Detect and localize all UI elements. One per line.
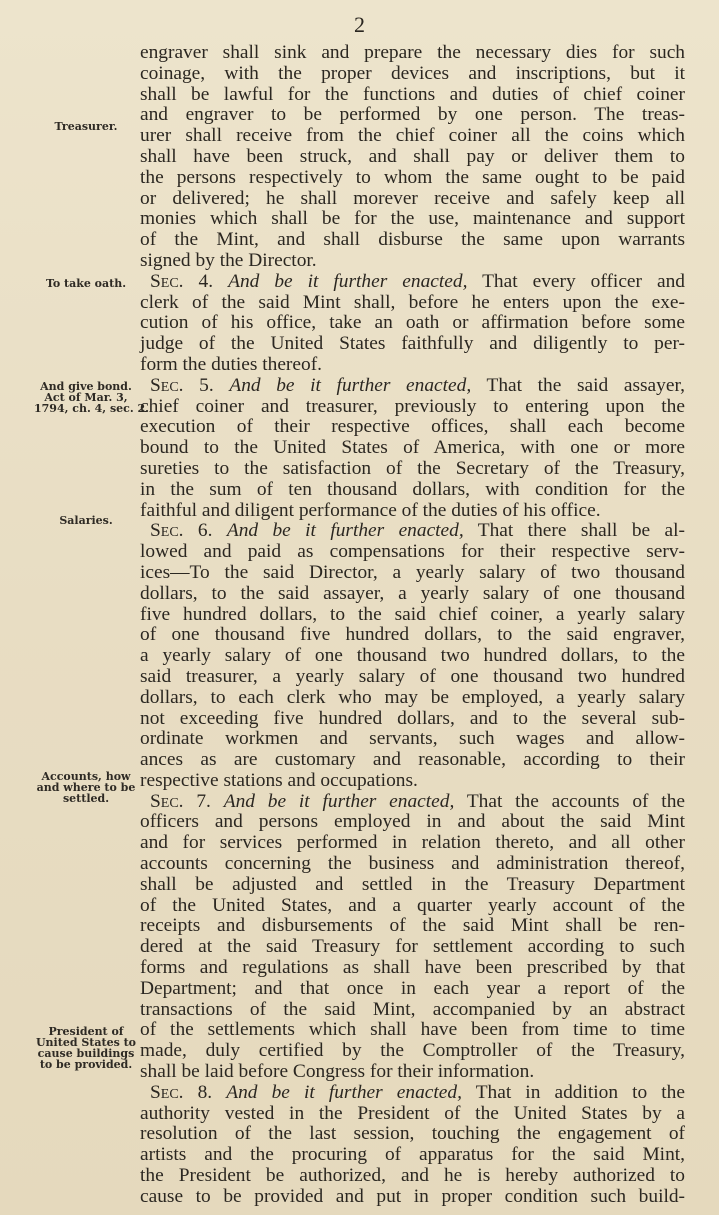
text-line: Department; and that once in each year a report of the xyxy=(140,977,685,999)
margin-note-line: President of xyxy=(48,1025,124,1038)
section-text: That there shall be al- xyxy=(477,520,685,542)
margin-note-line: cause buildings xyxy=(37,1047,135,1060)
section-5-heading xyxy=(140,376,685,397)
section-8-heading xyxy=(140,1083,685,1104)
statute-body-text xyxy=(140,43,685,1208)
margin-note-president xyxy=(34,1026,138,1070)
text-line: receipts and disbursements of the said Mint shall be ren- xyxy=(140,915,685,937)
margin-note-line: Act of Mar. 3, xyxy=(44,391,128,404)
margin-note-line: And give bond. xyxy=(40,380,132,393)
section-label: Sec. 8. xyxy=(150,1081,213,1103)
text-line: five hundred dollars, to the said chief coiner, a yearly salary xyxy=(140,603,685,625)
margin-note-line: to be provided. xyxy=(39,1058,133,1071)
text-line: and engraver to be performed by one person. The treas- xyxy=(140,104,685,126)
text-line: ances as are customary and reasonable, according to their xyxy=(140,749,685,771)
text-line: of one thousand five hundred dollars, to the said engraver, xyxy=(140,624,685,646)
enacting-clause: And be it further enacted, xyxy=(226,1081,462,1103)
text-line: in the sum of ten thousand dollars, with condition for the xyxy=(140,478,685,500)
section-label: Sec. 4. xyxy=(150,270,214,292)
text-line: made, duly certified by the Comptroller of the Treasury, xyxy=(140,1040,685,1062)
enacting-clause: And be it further enacted, xyxy=(228,270,468,292)
section-label: Sec. 7. xyxy=(150,790,211,812)
text-line: shall have been struck, and shall pay or deliver them to xyxy=(140,145,685,167)
section-text: That every officer and xyxy=(482,270,685,292)
section-7-heading xyxy=(140,792,685,813)
text-line: ordinate workmen and servants, such wages and allow- xyxy=(140,728,685,750)
margin-note-line: Treasurer. xyxy=(54,120,118,133)
margin-note-line: Salaries. xyxy=(59,514,113,527)
text-line: and for services performed in relation thereto, and all other xyxy=(140,832,685,854)
text-line: of the settlements which shall have been from time to time xyxy=(140,1019,685,1041)
text-line: cution of his office, take an oath or affirmation before some xyxy=(140,312,685,334)
text-line: officers and persons employed in and about the said Mint xyxy=(140,811,685,833)
margin-note-line: Accounts, how xyxy=(41,770,131,783)
text-line: coinage, with the proper devices and inscriptions, but it xyxy=(140,62,685,84)
text-line: form the duties thereof. xyxy=(140,353,322,375)
text-line: judge of the United States faithfully and diligently to per- xyxy=(140,333,685,355)
text-line: of the Mint, and shall disburse the same upon warrants xyxy=(140,229,685,251)
text-line: dered at the said Treasury for settlement according to such xyxy=(140,936,685,958)
text-line: monies which shall be for the use, maintenance and support xyxy=(140,208,685,230)
text-line: accounts concerning the business and administration thereof, xyxy=(140,853,685,875)
margin-note-line: settled. xyxy=(62,792,110,805)
text-line: chief coiner and treasurer, previously to entering upon the xyxy=(140,395,685,417)
text-line: respective stations and occupations. xyxy=(140,769,418,791)
margin-note-line: United States to xyxy=(35,1036,137,1049)
text-line: clerk of the said Mint shall, before he enters upon the exe- xyxy=(140,291,685,313)
text-line: faithful and diligent performance of the duties of his office. xyxy=(140,499,601,521)
margin-note-oath xyxy=(34,278,138,289)
text-line: dollars, to each clerk who may be employed, a yearly salary xyxy=(140,686,685,708)
text-line: forms and regulations as shall have been prescribed by that xyxy=(140,957,685,979)
text-line: said treasurer, a yearly salary of one thousand two hundred xyxy=(140,665,685,687)
enacting-clause: And be it further enacted, xyxy=(229,374,472,396)
text-line: shall be laid before Congress for their information. xyxy=(140,1061,535,1083)
margin-note-line: To take oath. xyxy=(45,277,127,290)
text-line: sureties to the satisfaction of the Secretary of the Treasury, xyxy=(140,457,685,479)
enacting-clause: And be it further enacted, xyxy=(226,520,464,542)
section-label: Sec. 5. xyxy=(150,374,214,396)
section-4-heading xyxy=(140,272,685,293)
text-line: dollars, to the said assayer, a yearly salary of one thousand xyxy=(140,582,685,604)
text-line: resolution of the last session, touching the engagement of xyxy=(140,1123,685,1145)
text-line: the persons respectively to whom the same ought to be paid xyxy=(140,166,685,188)
text-line: authority vested in the President of the United States by a xyxy=(140,1102,685,1124)
text-line: artists and the procuring of apparatus for the said Mint, xyxy=(140,1144,685,1166)
text-line: ices—To the said Director, a yearly salary of two thousand xyxy=(140,561,685,583)
section-text: That the said assayer, xyxy=(486,374,685,396)
text-line: signed by the Director. xyxy=(140,249,317,271)
text-line: not exceeding five hundred dollars, and to the several sub- xyxy=(140,707,685,729)
section-text: That the accounts of the xyxy=(466,790,685,812)
section-text: That in addition to the xyxy=(475,1081,685,1103)
text-line: urer shall receive from the chief coiner all the coins which xyxy=(140,125,685,147)
text-line: cause to be provided and put in proper condition such build- xyxy=(140,1185,685,1207)
margin-note-bond xyxy=(34,380,149,415)
text-line: of the United States, and a quarter yearly account of the xyxy=(140,894,685,916)
text-line: shall be lawful for the functions and duties of chief coiner xyxy=(140,83,685,105)
text-line: execution of their respective offices, shall each become xyxy=(140,416,685,438)
margin-note-line: and where to be xyxy=(36,781,136,794)
text-line: lowed and paid as compensations for their respective serv- xyxy=(140,541,685,563)
text-line: a yearly salary of one thousand two hundred dollars, to the xyxy=(140,645,685,667)
margin-note-salaries xyxy=(34,515,138,526)
enacting-clause: And be it further enacted, xyxy=(223,790,455,812)
text-line: the President be authorized, and he is hereby authorized to xyxy=(140,1165,685,1187)
text-line: transactions of the said Mint, accompanied by an abstract xyxy=(140,998,685,1020)
text-line: engraver shall sink and prepare the necessary dies for such xyxy=(140,42,685,63)
text-line: shall be adjusted and settled in the Treasury Department xyxy=(140,873,685,895)
margin-note-line: 1794, ch. 4, sec. 2. xyxy=(34,402,149,415)
section-label: Sec. 6. xyxy=(150,520,213,542)
page-number: 2 xyxy=(354,12,365,37)
margin-note-treasurer xyxy=(34,121,138,132)
text-line: or delivered; he shall morever receive and safely keep all xyxy=(140,187,685,209)
text-line: bound to the United States of America, with one or more xyxy=(140,437,685,459)
section-6-heading xyxy=(140,521,685,542)
margin-note-accounts xyxy=(34,771,138,804)
